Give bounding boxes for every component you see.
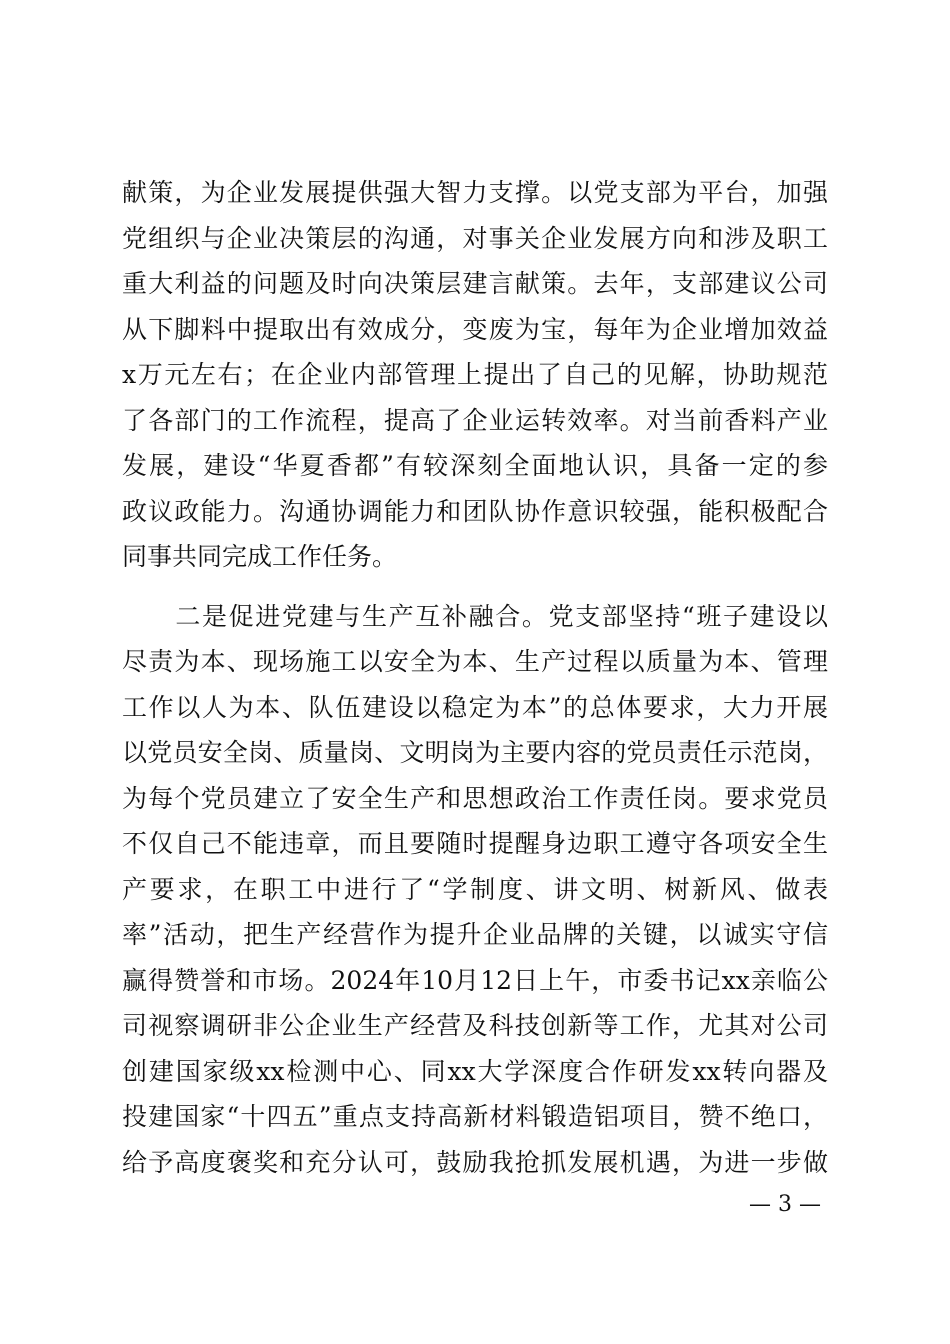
text-line: 党组织与企业决策层的沟通，对事关企业发展方向和涉及职工: [122, 223, 828, 253]
text-line: 同事共同完成工作任务。: [122, 542, 398, 571]
text-line: 发展，建设“华夏香都”有较深刻全面地认识，具备一定的参: [122, 451, 828, 480]
paragraph-1: [122, 170, 828, 580]
body-text: [122, 170, 828, 1185]
page-number: — 3 —: [749, 1192, 821, 1217]
text-line: 献策，为企业发展提供强大智力支撑。以党支部为平台，加强: [122, 178, 828, 207]
text-line: 投建国家“十四五”重点支持高新材料锻造铝项目，赞不绝口，: [122, 1102, 828, 1131]
text-line: 为每个党员建立了安全生产和思想政治工作责任岗。要求党员: [122, 783, 828, 813]
text-line: 从下脚料中提取出有效成分，变废为宝，每年为企业增加效益: [122, 314, 828, 344]
text-line: 以党员安全岗、质量岗、文明岗为主要内容的党员责任示范岗，: [122, 738, 828, 767]
text-line: 了各部门的工作流程，提高了企业运转效率。对当前香料产业: [122, 405, 828, 435]
text-line: 政议政能力。沟通协调能力和团队协作意识较强，能积极配合: [122, 496, 828, 526]
text-line: 创建国家级xx检测中心、同xx大学深度合作研发xx转向器及: [122, 1056, 828, 1086]
text-line: x万元左右；在企业内部管理上提出了自己的见解，协助规范: [122, 360, 828, 389]
text-line: 产要求，在职工中进行了“学制度、讲文明、树新风、做表: [122, 874, 828, 904]
paragraph-2: [122, 594, 828, 1186]
paragraph-gap: [122, 580, 828, 594]
text-line: 率”活动，把生产经营作为提升企业品牌的关键，以诚实守信: [122, 920, 828, 949]
text-line: 尽责为本、现场施工以安全为本、生产过程以质量为本、管理: [122, 647, 828, 676]
text-line: 重大利益的问题及时向决策层建言献策。去年，支部建议公司: [122, 269, 828, 298]
text-line: 给予高度褒奖和充分认可，鼓励我抢抓发展机遇，为进一步做: [122, 1147, 828, 1177]
text-line: 司视察调研非公企业生产经营及科技创新等工作，尤其对公司: [122, 1011, 828, 1040]
text-line: 工作以人为本、队伍建设以稳定为本”的总体要求，大力开展: [122, 692, 828, 722]
text-line: 二是促进党建与生产互补融合。党支部坚持“班子建设以: [122, 601, 828, 631]
text-line: 赢得赞誉和市场。2024年10月12日上午，市委书记xx亲临公: [122, 965, 828, 995]
text-line: 不仅自己不能违章，而且要随时提醒身边职工遵守各项安全生: [122, 829, 828, 858]
